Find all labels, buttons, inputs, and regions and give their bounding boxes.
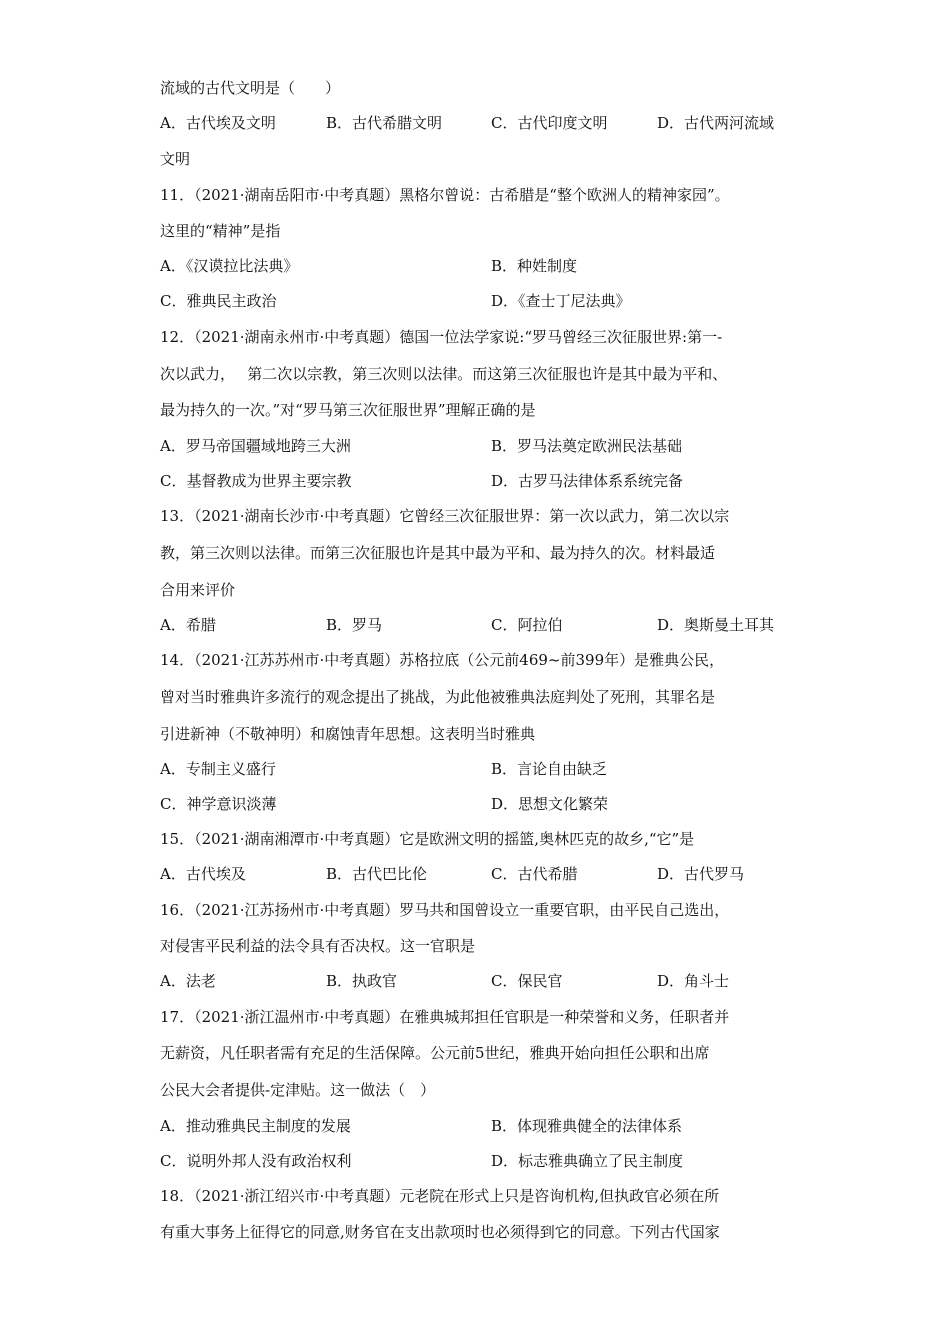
question-11-option-d: D．《查士丁尼法典》: [491, 292, 631, 310]
question-10-option-d: D．古代两河流域: [657, 114, 775, 132]
question-11-option-a: A．《汉谟拉比法典》: [160, 257, 299, 275]
question-15-option-a: A．古代埃及: [160, 865, 246, 883]
question-16-stem-line: 对侵害平民利益的法令具有否决权。这一官职是: [160, 937, 476, 955]
question-17-option-c: C．说明外邦人没有政治权利: [160, 1152, 352, 1170]
question-17-option-d: D．标志雅典确立了民主制度: [491, 1152, 684, 1170]
question-13-option-d: D．奥斯曼土耳其: [657, 616, 775, 634]
question-10-option-d-wrap: 文明: [160, 150, 191, 168]
question-14-option-a: A．专制主义盛行: [160, 760, 276, 778]
question-16-stem-line: 16．（2021·江苏扬州市·中考真题）罗马共和国曾设立一重要官职，由平民自己选出，: [160, 901, 730, 919]
question-14-stem-line: 14．（2021·江苏苏州市·中考真题）苏格拉底（公元前469~前399年）是雅典公民，: [160, 651, 725, 669]
question-10-option-c: C．古代印度文明: [491, 114, 608, 132]
question-15-option-c: C．古代希腊: [491, 865, 578, 883]
question-12-option-c: C．基督教成为世界主要宗教: [160, 472, 352, 490]
question-15-option-b: B．古代巴比伦: [326, 865, 428, 883]
question-16-option-c: C．保民官: [491, 972, 563, 990]
question-13-option-a: A．希腊: [160, 616, 216, 634]
question-11-option-b: B．种姓制度: [491, 257, 578, 275]
question-13-stem-line: 教，第三次则以法律。而第三次征服也许是其中最为平和、最为持久的次。材料最适: [160, 544, 716, 562]
question-16-option-b: B．执政官: [326, 972, 398, 990]
question-12-option-d: D．古罗马法律体系系统完备: [491, 472, 684, 490]
question-12-stem-line: 12．（2021·湖南永州市·中考真题）德国一位法学家说:“罗马曾经三次征服世界:第一-: [160, 328, 723, 346]
question-10-option-a: A．古代埃及文明: [160, 114, 276, 132]
question-12-option-b: B．罗马法奠定欧洲民法基础: [491, 437, 683, 455]
question-16-option-d: D．角斗士: [657, 972, 730, 990]
question-13-option-b: B．罗马: [326, 616, 383, 634]
question-11-stem-line: 这里的“精神”是指: [160, 222, 281, 240]
question-12-option-a: A．罗马帝国疆域地跨三大洲: [160, 437, 351, 455]
question-14-option-c: C．神学意识淡薄: [160, 795, 277, 813]
question-15-option-d: D．古代罗马: [657, 865, 745, 883]
question-12-stem-line: 最为持久的一次。”对“罗马第三次征服世界”理解正确的是: [160, 401, 536, 419]
question-11-option-c: C．雅典民主政治: [160, 292, 277, 310]
question-17-stem-line: 公民大会者提供-定津贴。这一做法（ ）: [160, 1081, 436, 1099]
question-10-option-b: B．古代希腊文明: [326, 114, 443, 132]
question-18-stem-line: 18．（2021·浙江绍兴市·中考真题）元老院在形式上只是咨询机构,但执政官必须在所: [160, 1187, 720, 1205]
question-17-option-a: A．推动雅典民主制度的发展: [160, 1117, 351, 1135]
question-14-option-b: B．言论自由缺乏: [491, 760, 608, 778]
question-15-stem-line: 15．（2021·湖南湘潭市·中考真题）它是欧洲文明的摇篮,奥林匹克的故乡,“它”是: [160, 830, 695, 848]
question-18-stem-line: 有重大事务上征得它的同意,财务官在支出款项时也必须得到它的同意。下列古代国家: [160, 1223, 720, 1241]
question-14-stem-line: 曾对当时雅典许多流行的观念提出了挑战，为此他被雅典法庭判处了死刑，其罪名是: [160, 688, 716, 706]
question-11-stem-line: 11．（2021·湖南岳阳市·中考真题）黑格尔曾说：古希腊是“整个欧洲人的精神家园”。: [160, 186, 730, 204]
question-14-option-d: D．思想文化繁荣: [491, 795, 609, 813]
question-13-option-c: C．阿拉伯: [491, 616, 563, 634]
question-13-stem-line: 合用来评价: [160, 581, 236, 599]
question-14-stem-line: 引进新神（不敬神明）和腐蚀青年思想。这表明当时雅典: [160, 725, 536, 743]
question-16-option-a: A．法老: [160, 972, 216, 990]
question-12-stem-line: 次以武力， 第二次以宗教，第三次则以法律。而这第三次征服也许是其中最为平和、: [160, 365, 728, 383]
question-13-stem-line: 13．（2021·湖南长沙市·中考真题）它曾经三次征服世界：第一次以武力，第二次以宗: [160, 507, 730, 525]
question-17-stem-line: 17．（2021·浙江温州市·中考真题）在雅典城邦担任官职是一种荣誉和义务，任职者并: [160, 1008, 730, 1026]
question-17-stem-line: 无薪资，凡任职者需有充足的生活保障。公元前5世纪，雅典开始向担任公职和出席: [160, 1044, 710, 1062]
question-17-option-b: B．体现雅典健全的法律体系: [491, 1117, 683, 1135]
question-10-stem: 流域的古代文明是（ ）: [160, 79, 341, 97]
